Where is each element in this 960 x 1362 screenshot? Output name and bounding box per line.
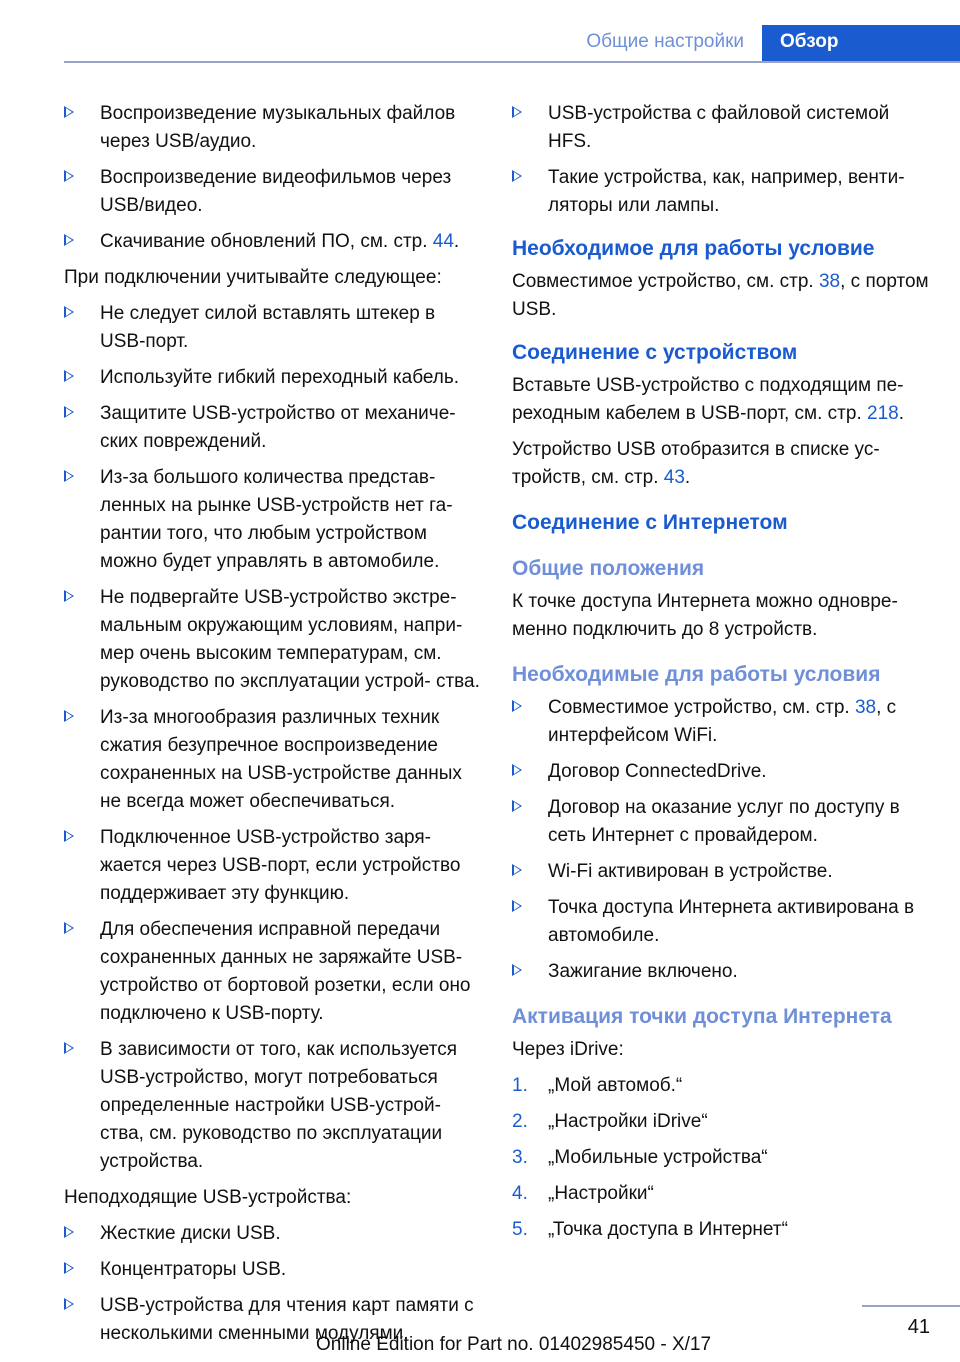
connect-text-1-end: . [898,403,904,424]
page-link[interactable]: 218 [867,403,899,424]
list-item-text: Воспроизведение музыкальных файлов через USB/аудио. [100,103,456,152]
triangle-bullet-icon [64,370,74,382]
list-item [64,824,484,908]
triangle-bullet-icon [512,170,522,182]
list-item-text: Воспроизведение видеофильмов через USB/видео. [100,167,452,216]
list-item-end: , с интерфейсом WiFi. [548,697,897,746]
list-item [64,704,484,816]
triangle-bullet-icon [64,170,74,182]
step-number: 1. [512,1075,528,1096]
triangle-bullet-icon [64,1298,74,1310]
triangle-bullet-icon [512,700,522,712]
unsuitable-title: Неподходящие USB-устройства: [64,1187,352,1208]
list-item-text: Зажигание включено. [548,961,738,982]
requirement-text [512,268,932,324]
list-item-text: Договор на оказание услуг по доступу в сеть Интернет с провайдером. [548,797,900,846]
heading-requirements: Необходимые для работы условия [512,663,881,686]
triangle-bullet-icon [512,106,522,118]
list-item [64,164,484,220]
tab-general-settings[interactable]: Общие настройки [566,25,762,62]
step-number: 3. [512,1147,528,1168]
list-item [64,916,484,1028]
triangle-bullet-icon [64,306,74,318]
triangle-bullet-icon [64,1226,74,1238]
step-number: 2. [512,1111,528,1132]
step-item [512,1108,932,1136]
general-text: К точке доступа Интернета можно одновре- менно подключить до 8 устройств. [512,591,898,640]
step-number: 4. [512,1183,528,1204]
list-item [512,794,932,850]
list-item-text: Не подвергайте USB-устройство экстре- мальным окружающим условиям, напри- мер очень высоким температурам, см. руководство по эксплуатации устрой- ства. [100,587,480,692]
list-item [64,364,484,392]
step-number: 5. [512,1219,528,1240]
list-item-text: Договор ConnectedDrive. [548,761,767,782]
header-tabs [566,25,960,62]
triangle-bullet-icon [512,964,522,976]
list-item-text: Защитите USB-устройство от механиче- ских повреждений. [100,403,456,452]
list-item-text: Жесткие диски USB. [100,1223,281,1244]
connect-note: При подключении учитывайте следующее: [64,267,442,288]
connect-text-2-part: Устройство USB отобразится в списке ус- тройств, см. стр. [512,439,880,488]
list-item [512,164,932,220]
connect-text-1 [512,372,932,428]
via-idrive: Через iDrive: [512,1039,624,1060]
connect-text-2-end: . [684,467,691,488]
triangle-bullet-icon [512,864,522,876]
page-link[interactable]: 44 [432,231,454,252]
list-item-text: Используйте гибкий переходный кабель. [100,367,460,388]
list-item-end: . [453,231,460,252]
heading-internet: Соединение с Интернетом [512,511,788,534]
triangle-bullet-icon [64,830,74,842]
step-item [512,1216,932,1244]
triangle-bullet-icon [512,900,522,912]
page-link[interactable]: 43 [663,467,685,488]
triangle-bullet-icon [64,470,74,482]
page-link[interactable]: 38 [854,697,877,718]
triangle-bullet-icon [64,234,74,246]
list-item [512,694,932,750]
list-item [64,464,484,576]
list-item [512,758,932,786]
list-item [512,100,932,156]
list-item-text: Wi-Fi активирован в устройстве. [548,861,833,882]
list-item [64,584,484,696]
triangle-bullet-icon [512,800,522,812]
connect-text-1-part: Вставьте USB-устройство с подходящим пе- реходным кабелем в USB-порт, см. стр. [512,375,904,424]
tab-overview[interactable]: Обзор [762,25,960,62]
list-item-text: Скачивание обновлений ПО, см. стр. [100,231,433,252]
list-item-text: Такие устройства, как, например, венти- ляторы или лампы. [548,167,905,216]
triangle-bullet-icon [64,922,74,934]
triangle-bullet-icon [64,1042,74,1054]
list-item [64,400,484,456]
left-column [64,100,484,1356]
triangle-bullet-icon [64,590,74,602]
list-item [64,1036,484,1176]
step-text: „Настройки“ [548,1183,654,1204]
list-item-text: Точка доступа Интернета активирована в автомобиле. [548,897,915,946]
requirement-text-end: , с портом USB. [512,271,929,320]
list-item [512,858,932,886]
triangle-bullet-icon [64,106,74,118]
heading-activation: Активация точки доступа Интернета [512,1005,892,1028]
list-item-text: Совместимое устройство, см. стр. [548,697,855,718]
list-item [64,300,484,356]
triangle-bullet-icon [512,764,522,776]
page-number: 41 [907,1316,930,1338]
list-item-text: Из-за многообразия различных техник сжатия безупречное воспроизведение сохраненных на USB-устройстве данных не всегда может обеспечиваться. [100,707,462,812]
page-link[interactable]: 38 [818,271,841,292]
list-item [512,894,932,950]
triangle-bullet-icon [64,1262,74,1274]
heading-general: Общие положения [512,557,705,580]
list-item-text: Концентраторы USB. [100,1259,287,1280]
step-text: „Точка доступа в Интернет“ [548,1219,788,1240]
edition-footer: Online Edition for Part no. 01402985450 - X/17 [316,1334,712,1355]
list-item [64,1256,484,1284]
footer-rule [862,1305,960,1307]
heading-requirement: Необходимое для работы условие [512,237,875,260]
step-item [512,1144,932,1172]
list-item-text: Не следует силой вставлять штекер в USB-порт. [100,303,436,352]
list-item [64,100,484,156]
list-item-text: Для обеспечения исправной передачи сохраненных данных не заряжайте USB- устройство от бортовой розетки, если оно подключено к USB-порту. [100,919,471,1024]
list-item [64,1220,484,1248]
step-text: „Мобильные устройства“ [548,1147,768,1168]
heading-connect-device: Соединение с устройством [512,341,798,364]
list-item [64,228,484,256]
step-text: „Мой автомоб.“ [548,1075,683,1096]
requirement-text-part: Совместимое устройство, см. стр. [512,271,819,292]
triangle-bullet-icon [64,710,74,722]
right-column [512,100,932,1252]
list-item-text: USB-устройства с файловой системой HFS. [548,103,890,152]
step-item [512,1072,932,1100]
step-item [512,1180,932,1208]
list-item-text: Подключенное USB-устройство заря- жается через USB-порт, если устройство поддерживает эту функцию. [100,827,461,904]
triangle-bullet-icon [64,406,74,418]
connect-text-2 [512,436,932,492]
list-item-text: В зависимости от того, как используется USB-устройство, могут потребоваться определенные настройки USB-устрой- ства, см. руководство по эксплуатации устройства. [100,1039,458,1172]
list-item [512,958,932,986]
step-text: „Настройки iDrive“ [548,1111,708,1132]
list-item-text: Из-за большого количества представ- ленных на рынке USB-устройств нет га- рантии того, что любым устройством можно будет управлять в автомобиле. [100,467,453,572]
list-item-text: USB-устройства для чтения карт памяти с несколькими сменными модулями. [100,1295,474,1344]
header-rule [64,61,960,63]
